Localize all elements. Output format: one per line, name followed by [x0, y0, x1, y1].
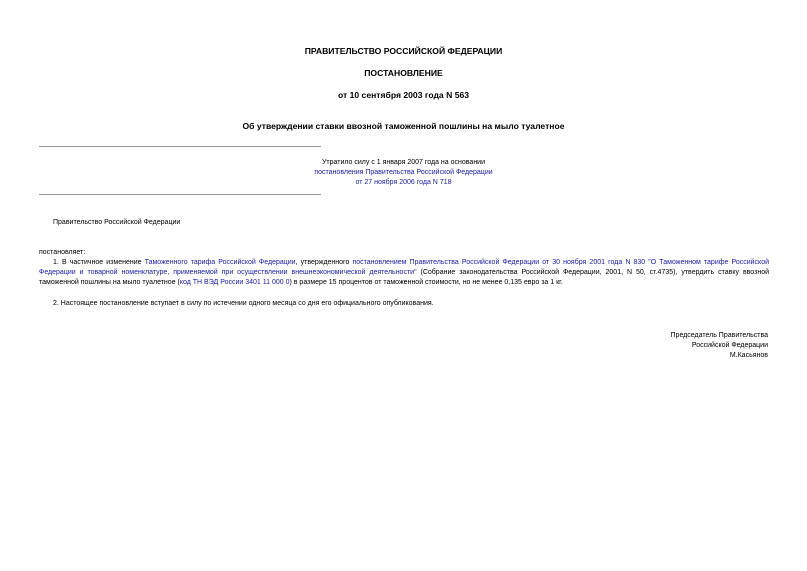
signature-name: М.Касьянов [729, 352, 768, 359]
decides-text: постановляет: [39, 249, 86, 256]
paragraph-1-text-a: 1. В частичное изменение [53, 259, 145, 266]
signature-title-2: Российской Федерации [691, 342, 768, 349]
bottom-divider [39, 194, 321, 195]
government-heading: ПРАВИТЕЛЬСТВО РОССИЙСКОЙ ФЕДЕРАЦИИ [304, 46, 503, 56]
paragraph-1 [39, 258, 769, 288]
customs-tariff-link[interactable]: Таможенного тарифа Российской Федерации [144, 259, 296, 266]
intro-text: Правительство Российской Федерации [53, 219, 181, 226]
tn-ved-code-link[interactable]: код ТН ВЭД России 3401 11 000 0 [179, 279, 290, 286]
document-type: ПОСТАНОВЛЕНИЕ [364, 68, 443, 78]
resolution-830-link[interactable]: постановлением Правительства Российской Федерации от 30 ноября 2001 года N 830 "О Таможенном тарифе Российской Федерации и товарной номенклатуре, применяемой при осуществлении внешнеэкономической деятельности" [39, 259, 770, 276]
paragraph-1-text-c: (Собрание законодательства Российской Федерации, 2001, N 50, ст.4735), утвердить ставку ввозной таможенной пошлины на мыло туалетное ( [39, 269, 770, 286]
top-divider [39, 146, 321, 147]
status-note-line-1: Утратило силу с 1 января 2007 года на основании [321, 159, 486, 166]
paragraph-2: 2. Настоящее постановление вступает в силу по истечении одного месяца со дня его официального опубликования. [53, 300, 434, 307]
paragraph-1-text-b: , утвержденного [295, 259, 353, 266]
status-note-link-2[interactable]: от 27 ноября 2006 года N 718 [355, 179, 452, 186]
signature-title-1: Председатель Правительства [670, 332, 768, 339]
document-title: Об утверждении ставки ввозной таможенной пошлины на мыло туалетное [242, 121, 565, 131]
paragraph-1-text-d: ) в размере 15 процентов от таможенной стоимости, но не менее 0,135 евро за 1 кг. [289, 279, 563, 286]
status-note-link-1[interactable]: постановления Правительства Российской Федерации [314, 169, 493, 176]
document-date-number: от 10 сентября 2003 года N 563 [337, 90, 470, 100]
